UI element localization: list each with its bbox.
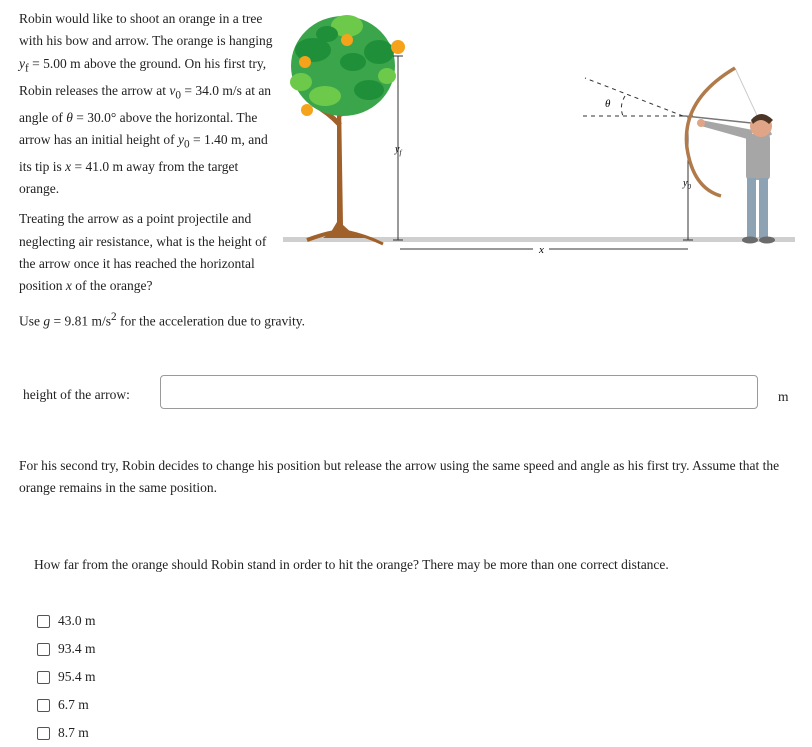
intro-text-6: = 41.0 m away from the target orange. bbox=[19, 158, 239, 197]
label-x: x bbox=[539, 244, 544, 256]
part2-question: How far from the orange should Robin stand in order to hit the orange? There may be more than one correct distance. bbox=[34, 557, 669, 572]
checkbox[interactable] bbox=[37, 727, 50, 740]
problem-text bbox=[19, 8, 306, 332]
problem-intro bbox=[19, 8, 281, 200]
orange-fruit bbox=[341, 34, 353, 46]
option-43-m[interactable] bbox=[37, 607, 96, 635]
option-93-4-m[interactable] bbox=[37, 635, 96, 663]
y0-symbol: y bbox=[177, 131, 184, 147]
gravity-note bbox=[19, 306, 359, 333]
checkbox[interactable] bbox=[37, 615, 50, 628]
option-6-7-m[interactable] bbox=[37, 691, 96, 719]
intro-text-1: Robin would like to shoot an orange in a tree with his bow and arrow. The orange is hanging bbox=[19, 11, 273, 49]
v0-subscript: 0 bbox=[175, 89, 181, 102]
intro-text-4: = 30.0° above the horizontal. The arrow has an initial height of bbox=[19, 109, 258, 147]
x-symbol-question: x bbox=[65, 278, 72, 294]
x-symbol: x bbox=[65, 158, 72, 174]
intro-text-2: = 5.00 m above the ground. On his first try, Robin releases the arrow at bbox=[19, 55, 267, 98]
yf-subscript: f bbox=[25, 62, 29, 75]
height-answer-input[interactable] bbox=[160, 375, 758, 409]
part2-description: For his second try, Robin decides to change his position but release the arrow using the same speed and angle as his first try. Assume that the orange remains in the same position. bbox=[19, 458, 780, 495]
yf-symbol: y bbox=[19, 55, 25, 71]
angle-reference-lines bbox=[583, 78, 683, 116]
option-8-7-m[interactable] bbox=[37, 719, 96, 747]
label-theta: θ bbox=[605, 98, 611, 110]
checkbox[interactable] bbox=[37, 699, 50, 712]
y0-subscript: 0 bbox=[183, 138, 190, 151]
problem-question bbox=[19, 208, 281, 297]
option-label: 8.7 m bbox=[58, 725, 89, 740]
archer-figure bbox=[685, 68, 775, 244]
distance-options bbox=[37, 607, 96, 747]
checkbox[interactable] bbox=[37, 671, 50, 684]
option-label: 43.0 m bbox=[58, 613, 96, 628]
projectile-diagram bbox=[283, 0, 795, 262]
option-label: 6.7 m bbox=[58, 697, 89, 712]
gravity-text-3: for the acceleration due to gravity. bbox=[116, 313, 306, 329]
option-label: 95.4 m bbox=[58, 669, 96, 684]
checkbox[interactable] bbox=[37, 643, 50, 656]
option-label: 93.4 m bbox=[58, 641, 96, 656]
gravity-text-1: Use bbox=[19, 313, 44, 329]
question-text-2: of the orange? bbox=[71, 278, 153, 294]
theta-symbol: θ bbox=[66, 109, 73, 125]
question-text-1: Treating the arrow as a point projectile and neglecting air resistance, what is the height of the arrow once it has reached the horizontal position bbox=[19, 211, 267, 294]
orange-fruit bbox=[299, 56, 311, 68]
gravity-text-2: = 9.81 m/s bbox=[50, 313, 111, 329]
label-yf: $y_f$ bbox=[395, 144, 402, 157]
orange-target bbox=[391, 40, 405, 54]
intro-text-5: = 1.40 m, and its tip is bbox=[19, 131, 268, 174]
height-answer-unit: m bbox=[778, 389, 789, 404]
v0-symbol: v bbox=[169, 82, 176, 98]
height-answer-label: height of the arrow: bbox=[23, 387, 130, 402]
g-symbol: g bbox=[43, 313, 51, 329]
intro-text-3: = 34.0 m/s at an angle of bbox=[19, 82, 272, 125]
orange-fruit bbox=[301, 104, 313, 116]
label-y0: $y_0$ bbox=[683, 178, 691, 191]
option-95-4-m[interactable] bbox=[37, 663, 96, 691]
gravity-exponent: 2 bbox=[111, 310, 117, 323]
